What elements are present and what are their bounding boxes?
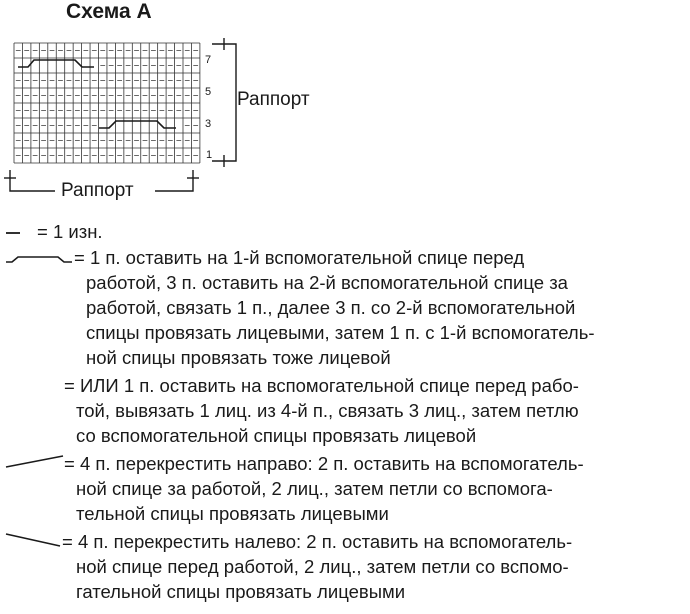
legend-cable-symbol	[6, 257, 72, 262]
row-number-3: 3	[205, 118, 212, 130]
rapport-horizontal-label: Раппорт	[61, 180, 134, 201]
rapport-horizontal-bracket-left	[10, 170, 55, 191]
legend-cable-alt-line-2: той, вывязать 1 лиц. из 4-й п., связать 3 лиц., затем петлю	[76, 400, 579, 421]
legend-cross-right-line-3: тельной спицы провязать лицевыми	[76, 503, 389, 524]
legend-cross-left-line	[6, 534, 60, 546]
legend-cable-alt-line-3: со вспомогательной спицы провязать лицевой	[76, 425, 477, 446]
rapport-vertical-label: Раппорт	[237, 89, 310, 110]
legend-cable-line-2: работой, 3 п. оставить на 2-й вспомогательной спице за	[86, 272, 568, 293]
legend-cable-alt-line-1: = ИЛИ 1 п. оставить на вспомогательной спице перед рабо-	[64, 375, 579, 396]
rapport-vertical-bracket	[212, 44, 236, 161]
legend-cross-right-line-2: ной спице за работой, 2 лиц., затем петли со вспомога-	[76, 478, 553, 499]
cable-symbol-lower	[99, 121, 176, 128]
row-number-7: 7	[205, 54, 212, 66]
legend-cross-left-line-2: ной спице перед работой, 2 лиц., затем петли со вспомо-	[76, 556, 569, 577]
legend-cable-line-5: ной спицы провязать тоже лицевой	[86, 347, 391, 368]
legend-cable-line-1: = 1 п. оставить на 1-й вспомогательной спице перед	[74, 247, 525, 268]
legend-purl-text: = 1 изн.	[37, 221, 103, 242]
chart-grid	[14, 43, 200, 163]
row-number-1: 1	[206, 149, 213, 161]
legend-cross-left-line-3: гательной спицы провязать лицевыми	[76, 581, 406, 602]
legend-cross-left-line-1: = 4 п. перекрестить налево: 2 п. оставить на вспомогатель-	[62, 531, 573, 552]
legend-cross-right-line-1: = 4 п. перекрестить направо: 2 п. оставить на вспомогатель-	[64, 453, 584, 474]
row-number-5: 5	[205, 86, 212, 98]
legend-cross-right-line	[6, 456, 63, 467]
rapport-horizontal-bracket-right	[155, 170, 193, 191]
legend-cable-line-3: работой, связать 1 п., далее 3 п. со 2-й вспомогательной	[86, 297, 576, 318]
legend-cable-line-4: спицы провязать лицевыми, затем 1 п. с 1-й вспомогатель-	[86, 322, 595, 343]
chart-title: Схема А	[66, 0, 152, 23]
